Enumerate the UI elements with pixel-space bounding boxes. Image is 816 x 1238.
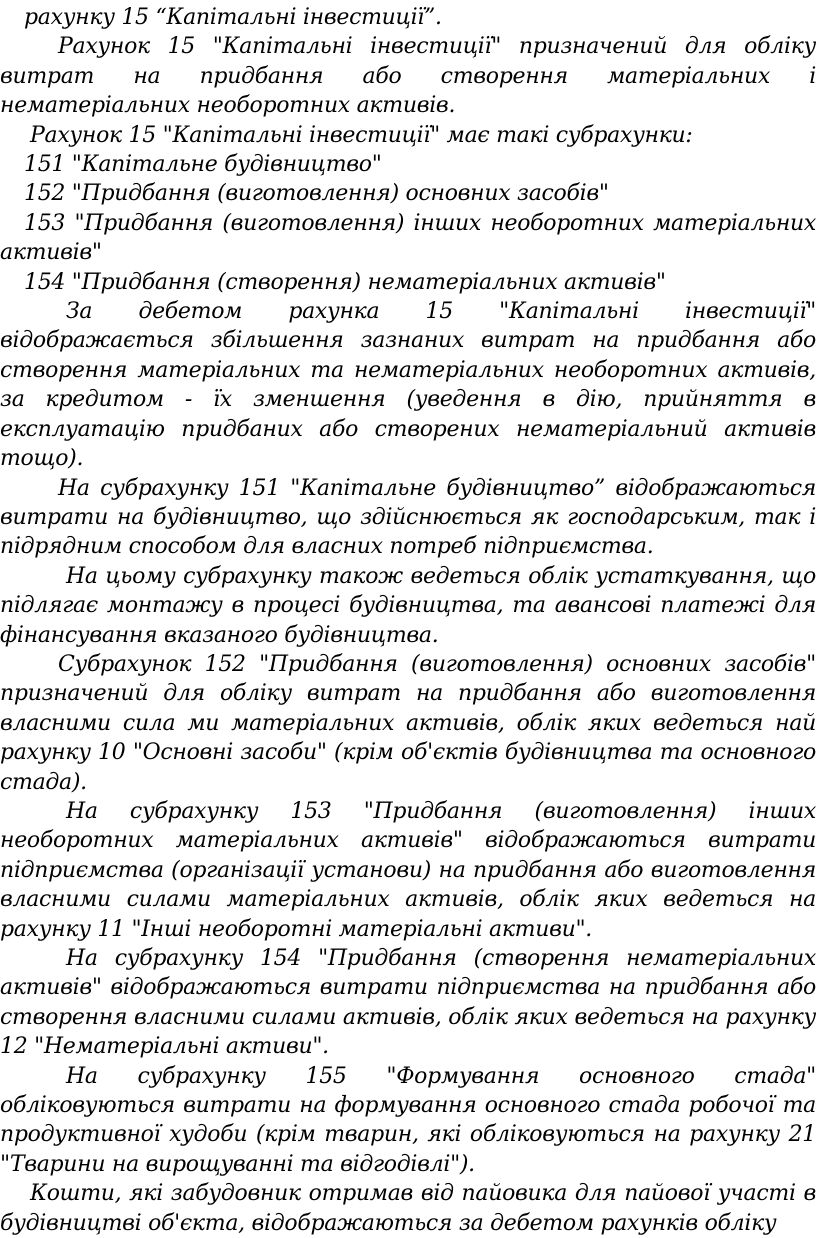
paragraph-subaccounts-intro: Рахунок 15 "Капітальні інвестиції" має такі субрахунки:: [30, 122, 693, 148]
list-item-subaccount-153: 153 "Придбання (виготовлення) інших необоротних матеріальних активів": [0, 210, 816, 266]
paragraph-subaccount-151: На субрахунку 151 "Капітальне будівництво” відображаються витрати на будівництво, що здійснюється як господарським, так і підрядним способом для власних потреб підприємства.: [0, 475, 816, 560]
paragraph-account-15-purpose: Рахунок 15 "Капітальні інвестиції" призначений для обліку витрат на придбання або створення матеріальних і нематеріальних необоротних активів.: [0, 34, 816, 119]
paragraph-equipment-accounting: На цьому субрахунку також ведеться облік устаткування, що підлягає монтажу в процесі будівництва, та авансові платежі для фінансування вказаного будівництва.: [0, 563, 816, 648]
paragraph-debit-credit: За дебетом рахунка 15 "Капітальні інвестиції" відображається збільшення зазнаних витрат на придбання або створення матеріальних та нематеріальних необоротних активів, за кредитом - їх зменшення (уведення в дію, прийняття в експлуатацію придбаних або створених нематеріальний активів тощо).: [0, 299, 816, 472]
paragraph-continuation-heading: рахунку 15 “Капітальні інвестиції”.: [24, 5, 442, 30]
list-item-subaccount-152: 152 "Придбання (виготовлення) основних засобів": [24, 181, 609, 207]
paragraph-subaccount-154: На субрахунку 154 "Придбання (створення нематеріальних активів" відображаються витрати підприємства на придбання або створення власними силами активів, облік яких ведеться на рахунку 12 "Нематеріальні активи".: [0, 946, 816, 1060]
paragraph-developer-funds: Кошти, які забудовник отримав від пайовика для пайової участі в будівництві об'єкта, відображаються за дебетом рахунків обліку: [0, 1181, 816, 1236]
paragraph-subaccount-152: Субрахунок 152 "Придбання (виготовлення) основних засобів" призначений для обліку витрат на придбання або виготовлення власними сила ми матеріальних активів, облік яких ведеться най рахунку 10 "Основні засоби" (крім об'єктів будівництва та основного стада).: [0, 651, 816, 795]
list-item-subaccount-154: 154 "Придбання (створення) нематеріальних активів": [24, 269, 666, 295]
paragraph-subaccount-155: На субрахунку 155 "Формування основного стада" обліковуються витрати на формування основного стада робочої та продуктивної худоби (крім тварин, які обліковуються на рахунку 21 "Тварини на вирощуванні та відгодівлі").: [0, 1063, 816, 1177]
list-item-subaccount-151: 151 "Капітальне будівництво": [24, 152, 382, 178]
paragraph-subaccount-153: На субрахунку 153 "Придбання (виготовлення) інших необоротних матеріальних активів" відображаються витрати підприємства (організації установи) на придбання або виготовлення власними силами матеріальних активів, облік яких ведеться на рахунку 11 "Інші необоротні матеріальні активи".: [0, 798, 816, 942]
